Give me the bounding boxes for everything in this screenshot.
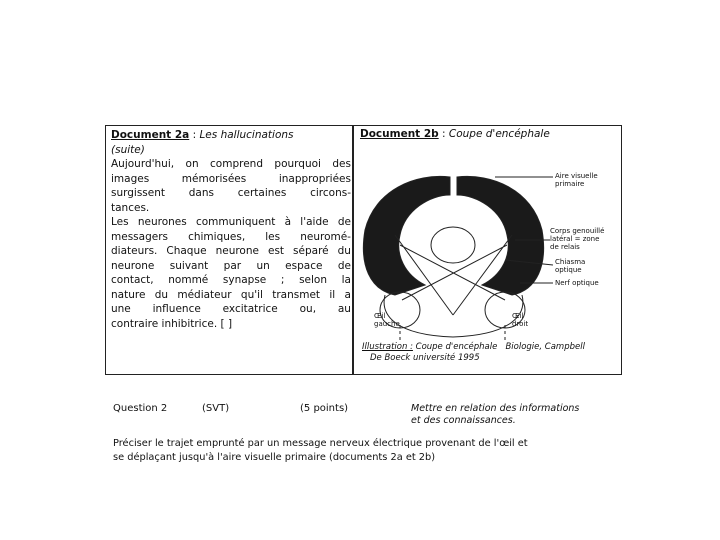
caption-pub: De Boeck université 1995 [370,353,480,363]
doc2a-line: neurone suivant par un espace de [111,259,351,272]
document-2a [111,128,351,331]
label-nerf-optique: Nerf optique [555,279,599,287]
doc2a-line: messagers chimiques, les neuromé- [111,230,351,243]
doc2a-title-cont: (suite) [111,143,145,156]
label-oeild-1: Œil [512,312,524,320]
doc2b-caption [362,342,585,364]
instruction-line-1: Mettre en relation des informations [411,403,580,414]
question-instruction [411,403,579,427]
doc2a-title: Les hallucinations [199,129,294,141]
doc2a-line: contraire inhibitrice. [ ] [111,317,233,330]
label-oeil-gauche [374,312,400,328]
doc2a-line: images mémorisées inappropriées [111,172,351,185]
doc2b-sep: : [438,128,449,140]
question-points: (5 points) [300,403,349,414]
label-chiasma [555,258,585,274]
doc2a-line: surgissent dans certaines circons- [111,187,351,199]
label-corps-1: Corps genouillé [550,227,605,235]
doc2a-body [111,157,351,331]
doc2b-title: Coupe d'encéphale [448,128,550,140]
question-text-1: Préciser le trajet emprunté par un message nerveux électrique provenant de l'œil et [113,438,528,449]
doc2a-line: contact, nommé synapse ; selon la [111,274,351,286]
doc2b-label: Document 2b [360,128,439,140]
doc2a-line: nature du médiateur qu'il transmet il a [111,288,351,301]
caption-label: Illustration : [362,342,413,352]
label-corps-3: de relais [550,243,580,251]
label-aire-2: primaire [555,180,585,188]
label-corps-2: latéral = zone [550,235,600,243]
doc2a-line: Aujourd'hui, on comprend pourquoi des [111,158,351,170]
label-chiasma-1: Chiasma [555,258,586,266]
doc2a-label: Document 2a [111,129,190,141]
label-aire-visuelle [555,172,598,188]
label-oeilg-2: gauche [374,320,400,328]
caption-text: Coupe d'encéphale [412,342,498,352]
question-number: Question 2 [113,403,168,414]
label-corps-genouille [550,227,604,251]
doc2a-line: tances. [111,201,150,214]
doc2a-sep: : [189,129,200,141]
question-text-2: se déplaçant jusqu'à l'aire visuelle primaire (documents 2a et 2b) [113,452,436,463]
label-oeil-droit [512,312,528,328]
document-2b-title [360,128,550,140]
doc2a-line: une influence excitatrice ou, au [111,303,351,315]
doc2a-line: Les neurones communiquent à l'aide de [111,216,351,228]
label-aire-1: Aire visuelle [555,172,598,180]
column-divider [352,125,354,375]
label-chiasma-2: optique [555,266,582,274]
instruction-line-2: et des connaissances. [411,415,516,426]
question-subject: (SVT) [202,403,230,414]
label-oeilg-1: Œil [374,312,386,320]
doc2a-line: diateurs. Chaque neurone est séparé du [111,245,351,257]
caption-source: Biologie, Campbell [505,342,585,352]
question-text [113,437,528,465]
label-oeild-2: droit [512,320,529,328]
